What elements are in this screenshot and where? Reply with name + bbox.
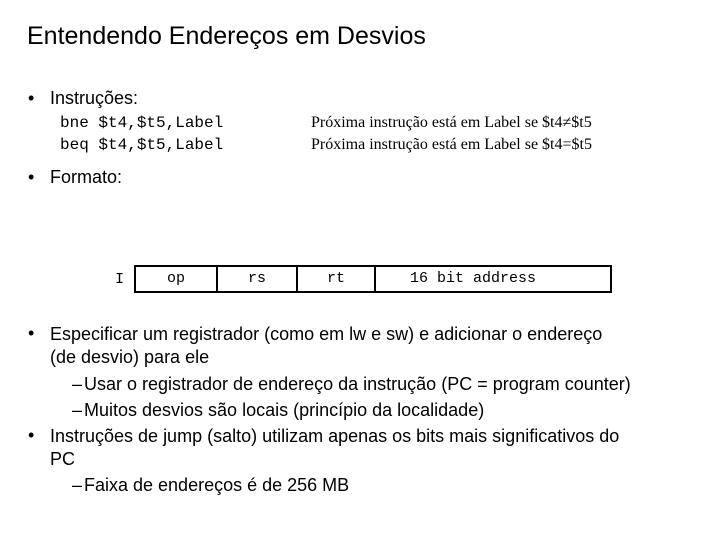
sub-item-local: Muitos desvios são locais (princípio da localidade) [84,400,485,420]
desc-line-bne: Próxima instrução está em Label se $t4≠$t5 [311,114,592,131]
bullet-marker: • [28,323,35,343]
jump-line-2: PC [50,449,76,469]
sub-dash-2: – [72,400,83,420]
bullet-marker: • [28,88,35,108]
format-type-label: I [115,271,125,288]
code-line-bne: bne $t4,$t5,Label [60,114,224,132]
instructions-heading: Instruções: [50,88,139,108]
sub-item-pc: Usar o registrador de endereço da instrução (PC = program counter) [84,374,631,394]
code-line-beq: beq $t4,$t5,Label [60,136,224,154]
jump-line-1: Instruções de jump (salto) utilizam apenas os bits mais significativos do [50,426,620,446]
format-heading: Formato: [50,167,123,187]
sub-item-range: Faixa de endereços é de 256 MB [84,475,350,495]
sub-dash-1: – [72,374,83,394]
specify-line-1: Especificar um registrador (como em lw e sw) e adicionar o endereço [50,324,603,344]
field-address: 16 bit address [410,270,537,287]
slide-title: Entendendo Endereços em Desvios [27,22,426,50]
field-rs: rs [218,267,298,291]
specify-line-2: (de desvio) para ele [50,347,210,367]
field-rt: rt [298,267,376,291]
instruction-format-table [134,265,612,293]
desc-line-beq: Próxima instrução está em Label se $t4=$t5 [311,136,592,153]
bullet-marker: • [28,167,35,187]
field-op: op [136,267,218,291]
sub-dash-3: – [72,475,83,495]
bullet-marker: • [28,425,35,445]
